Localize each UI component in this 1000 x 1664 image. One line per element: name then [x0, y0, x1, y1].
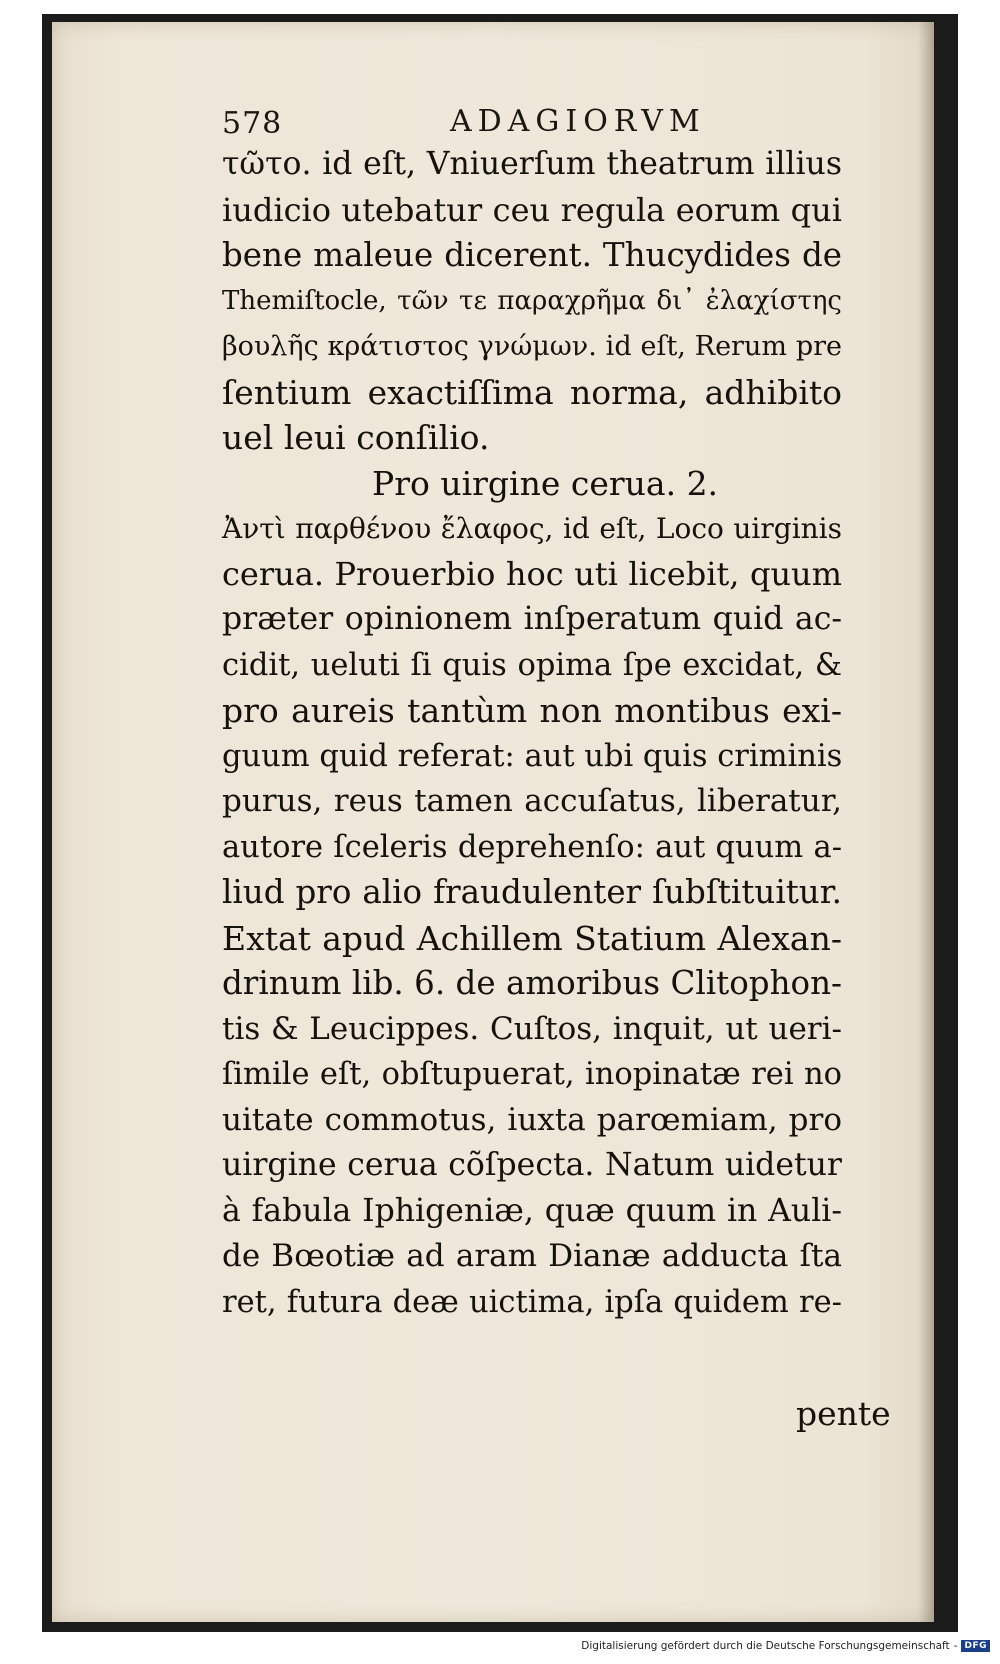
text-line: ret, futura deæ uictima, ipſa quidem re- — [222, 1284, 842, 1320]
text-line: Themiſtocle, τῶν τε παραχρῆμα δι᾽ ἐλαχίστης — [222, 285, 842, 316]
credit-text: Digitalisierung gefördert durch die Deutsche Forschungsgemeinschaft — [581, 1640, 950, 1652]
page-edge-shadow — [918, 22, 934, 1622]
text-line: ſimile eſt, obſtupuerat, inopinatæ rei no — [222, 1057, 842, 1092]
running-head: ADAGIORVM — [450, 104, 706, 139]
dfg-logo: DFG — [961, 1640, 990, 1652]
page-number: 578 — [222, 106, 283, 141]
digitization-credit: Digitalisierung gefördert durch die Deutsche Forschungsgemeinschaft - DFG — [581, 1640, 990, 1652]
text-line: uitate commotus, iuxta parœmiam, pro — [222, 1101, 842, 1138]
text-line: uirgine cerua cõſpecta. Natum uidetur — [222, 1147, 842, 1183]
text-line: purus, reus tamen accuſatus, liberatur, — [222, 783, 842, 819]
text-line: bene maleue dicerent. Thucydides de — [222, 236, 842, 274]
text-line: liud pro alio fraudulenter ſubſtituitur. — [222, 873, 842, 911]
adage-heading: Pro uirgine cerua. 2. — [372, 463, 719, 503]
text-line: Extat apud Achillem Statium Alexan- — [222, 918, 842, 958]
text-line: de Bœotiæ ad aram Dianæ adducta ſta — [222, 1238, 842, 1274]
body-text — [222, 142, 842, 1325]
text-line: τῶτο. id eſt, Vniuerſum theatrum illius — [222, 146, 842, 182]
text-line: iudicio utebatur ceu regula eorum qui — [222, 190, 842, 229]
text-line: Ἀντὶ παρθένου ἔλαφος, id eſt, Loco uirginis — [222, 512, 842, 545]
text-line: tis & Leucippes. Cuſtos, inquit, ut ueri- — [222, 1010, 842, 1047]
text-line: βουλῆς κράτιστος γνώμων. id eſt, Rerum pre — [222, 331, 842, 362]
text-line: à fabula Iphigeniæ, quæ quum in Auli- — [222, 1192, 842, 1229]
text-line: ſentium exactiſſima norma, adhibito — [222, 372, 842, 412]
text-line: uel leui conſilio. — [222, 418, 490, 457]
text-line: guum quid referat: aut ubi quis criminis — [222, 738, 843, 774]
text-line: cidit, ueluti ſi quis opima ſpe excidat, & — [222, 647, 842, 683]
catchword: pente — [796, 1394, 891, 1433]
text-line: pro aureis tantùm non montibus exi- — [222, 691, 842, 730]
page-header — [222, 88, 782, 148]
text-line: drinum lib. 6. de amoribus Clitophon- — [222, 964, 842, 1002]
text-line: præter opinionem inſperatum quid ac- — [222, 601, 842, 637]
text-line: cerua. Prouerbio hoc uti licebit, quum — [222, 554, 842, 593]
text-line: autore ſceleris deprehenſo: aut quum a- — [222, 829, 842, 865]
